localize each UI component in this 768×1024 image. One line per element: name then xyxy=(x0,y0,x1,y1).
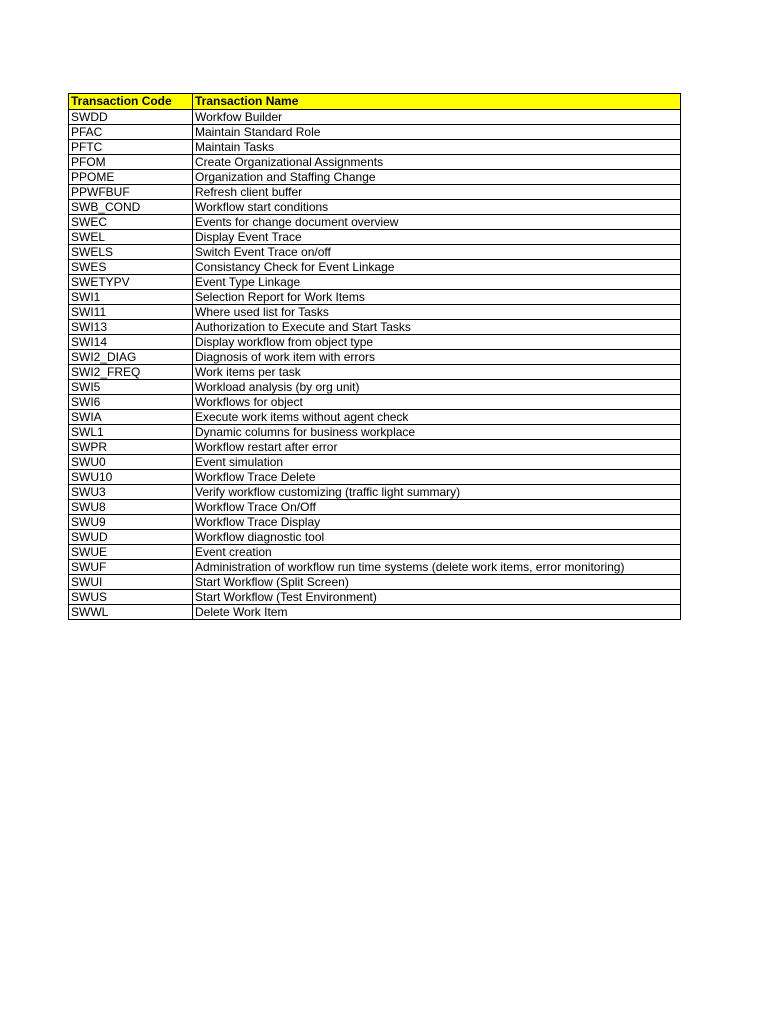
transaction-code-cell: PFTC xyxy=(69,140,193,155)
table-row xyxy=(69,380,681,395)
table-row xyxy=(69,155,681,170)
table-row xyxy=(69,575,681,590)
transaction-name-cell: Maintain Standard Role xyxy=(193,125,681,140)
transaction-name-cell: Execute work items without agent check xyxy=(193,410,681,425)
table-row xyxy=(69,290,681,305)
transaction-name-cell: Selection Report for Work Items xyxy=(193,290,681,305)
table-row xyxy=(69,350,681,365)
transaction-name-cell: Workflows for object xyxy=(193,395,681,410)
transaction-code-cell: SWU0 xyxy=(69,455,193,470)
transaction-name-cell: Authorization to Execute and Start Tasks xyxy=(193,320,681,335)
transaction-code-cell: SWPR xyxy=(69,440,193,455)
table-row xyxy=(69,590,681,605)
table-row xyxy=(69,470,681,485)
transaction-code-cell: SWU10 xyxy=(69,470,193,485)
table-row xyxy=(69,275,681,290)
transaction-name-cell: Administration of workflow run time systems (delete work items, error monitoring) xyxy=(193,560,681,575)
table-row xyxy=(69,410,681,425)
transaction-code-cell: SWEC xyxy=(69,215,193,230)
transaction-name-cell: Dynamic columns for business workplace xyxy=(193,425,681,440)
transaction-code-cell: SWI14 xyxy=(69,335,193,350)
transaction-name-cell: Event simulation xyxy=(193,455,681,470)
table-row xyxy=(69,425,681,440)
transaction-sheet xyxy=(68,93,680,620)
transaction-code-cell: SWELS xyxy=(69,245,193,260)
transaction-name-cell: Delete Work Item xyxy=(193,605,681,620)
table-row xyxy=(69,395,681,410)
transaction-code-cell: PFAC xyxy=(69,125,193,140)
table-header-row xyxy=(69,94,681,110)
transaction-name-cell: Display workflow from object type xyxy=(193,335,681,350)
table-row xyxy=(69,140,681,155)
transaction-code-cell: SWIA xyxy=(69,410,193,425)
transaction-name-cell: Start Workflow (Test Environment) xyxy=(193,590,681,605)
transaction-name-cell: Display Event Trace xyxy=(193,230,681,245)
transaction-name-cell: Refresh client buffer xyxy=(193,185,681,200)
transaction-code-cell: PPWFBUF xyxy=(69,185,193,200)
table-row xyxy=(69,485,681,500)
transaction-name-cell: Consistancy Check for Event Linkage xyxy=(193,260,681,275)
table-row xyxy=(69,170,681,185)
transaction-name-cell: Workflow start conditions xyxy=(193,200,681,215)
table-row xyxy=(69,125,681,140)
transaction-name-cell: Verify workflow customizing (traffic light summary) xyxy=(193,485,681,500)
transaction-name-cell: Diagnosis of work item with errors xyxy=(193,350,681,365)
transaction-code-cell: SWU3 xyxy=(69,485,193,500)
transaction-code-cell: PFOM xyxy=(69,155,193,170)
transaction-name-cell: Workload analysis (by org unit) xyxy=(193,380,681,395)
transaction-name-cell: Workflow Trace Display xyxy=(193,515,681,530)
transaction-code-cell: SWI11 xyxy=(69,305,193,320)
transaction-code-cell: SWETYPV xyxy=(69,275,193,290)
transaction-code-cell: SWUI xyxy=(69,575,193,590)
table-row xyxy=(69,455,681,470)
table-body xyxy=(69,110,681,620)
table-row xyxy=(69,305,681,320)
transaction-code-cell: SWB_COND xyxy=(69,200,193,215)
table-row xyxy=(69,335,681,350)
table-row xyxy=(69,530,681,545)
transaction-code-cell: SWI13 xyxy=(69,320,193,335)
transaction-name-cell: Where used list for Tasks xyxy=(193,305,681,320)
transaction-code-cell: SWU9 xyxy=(69,515,193,530)
table-row xyxy=(69,110,681,125)
transaction-code-cell: SWUD xyxy=(69,530,193,545)
transaction-table xyxy=(68,93,681,620)
table-row xyxy=(69,440,681,455)
transaction-name-cell: Create Organizational Assignments xyxy=(193,155,681,170)
transaction-name-cell: Events for change document overview xyxy=(193,215,681,230)
transaction-code-cell: SWES xyxy=(69,260,193,275)
table-row xyxy=(69,320,681,335)
transaction-code-cell: SWI6 xyxy=(69,395,193,410)
table-row xyxy=(69,215,681,230)
table-row xyxy=(69,560,681,575)
transaction-code-cell: SWUE xyxy=(69,545,193,560)
transaction-name-cell: Work items per task xyxy=(193,365,681,380)
transaction-code-cell: SWUS xyxy=(69,590,193,605)
transaction-name-cell: Organization and Staffing Change xyxy=(193,170,681,185)
table-row xyxy=(69,605,681,620)
table-row xyxy=(69,260,681,275)
transaction-code-cell: SWL1 xyxy=(69,425,193,440)
table-row xyxy=(69,365,681,380)
transaction-code-cell: SWI1 xyxy=(69,290,193,305)
table-row xyxy=(69,500,681,515)
transaction-name-cell: Workflow Trace Delete xyxy=(193,470,681,485)
table-row xyxy=(69,515,681,530)
transaction-code-cell: SWI5 xyxy=(69,380,193,395)
table-row xyxy=(69,200,681,215)
transaction-code-cell: SWWL xyxy=(69,605,193,620)
transaction-name-cell: Workflow restart after error xyxy=(193,440,681,455)
transaction-code-cell: SWI2_DIAG xyxy=(69,350,193,365)
transaction-name-cell: Workfow Builder xyxy=(193,110,681,125)
transaction-name-cell: Maintain Tasks xyxy=(193,140,681,155)
transaction-code-cell: SWUF xyxy=(69,560,193,575)
transaction-code-cell: SWU8 xyxy=(69,500,193,515)
transaction-name-cell: Switch Event Trace on/off xyxy=(193,245,681,260)
transaction-code-cell: SWI2_FREQ xyxy=(69,365,193,380)
table-row xyxy=(69,545,681,560)
header-transaction-code: Transaction Code xyxy=(69,94,193,110)
table-row xyxy=(69,245,681,260)
transaction-name-cell: Workflow Trace On/Off xyxy=(193,500,681,515)
transaction-code-cell: PPOME xyxy=(69,170,193,185)
transaction-name-cell: Event creation xyxy=(193,545,681,560)
transaction-code-cell: SWDD xyxy=(69,110,193,125)
header-transaction-name: Transaction Name xyxy=(193,94,681,110)
transaction-code-cell: SWEL xyxy=(69,230,193,245)
transaction-name-cell: Start Workflow (Split Screen) xyxy=(193,575,681,590)
transaction-name-cell: Workflow diagnostic tool xyxy=(193,530,681,545)
table-row xyxy=(69,185,681,200)
transaction-name-cell: Event Type Linkage xyxy=(193,275,681,290)
table-row xyxy=(69,230,681,245)
